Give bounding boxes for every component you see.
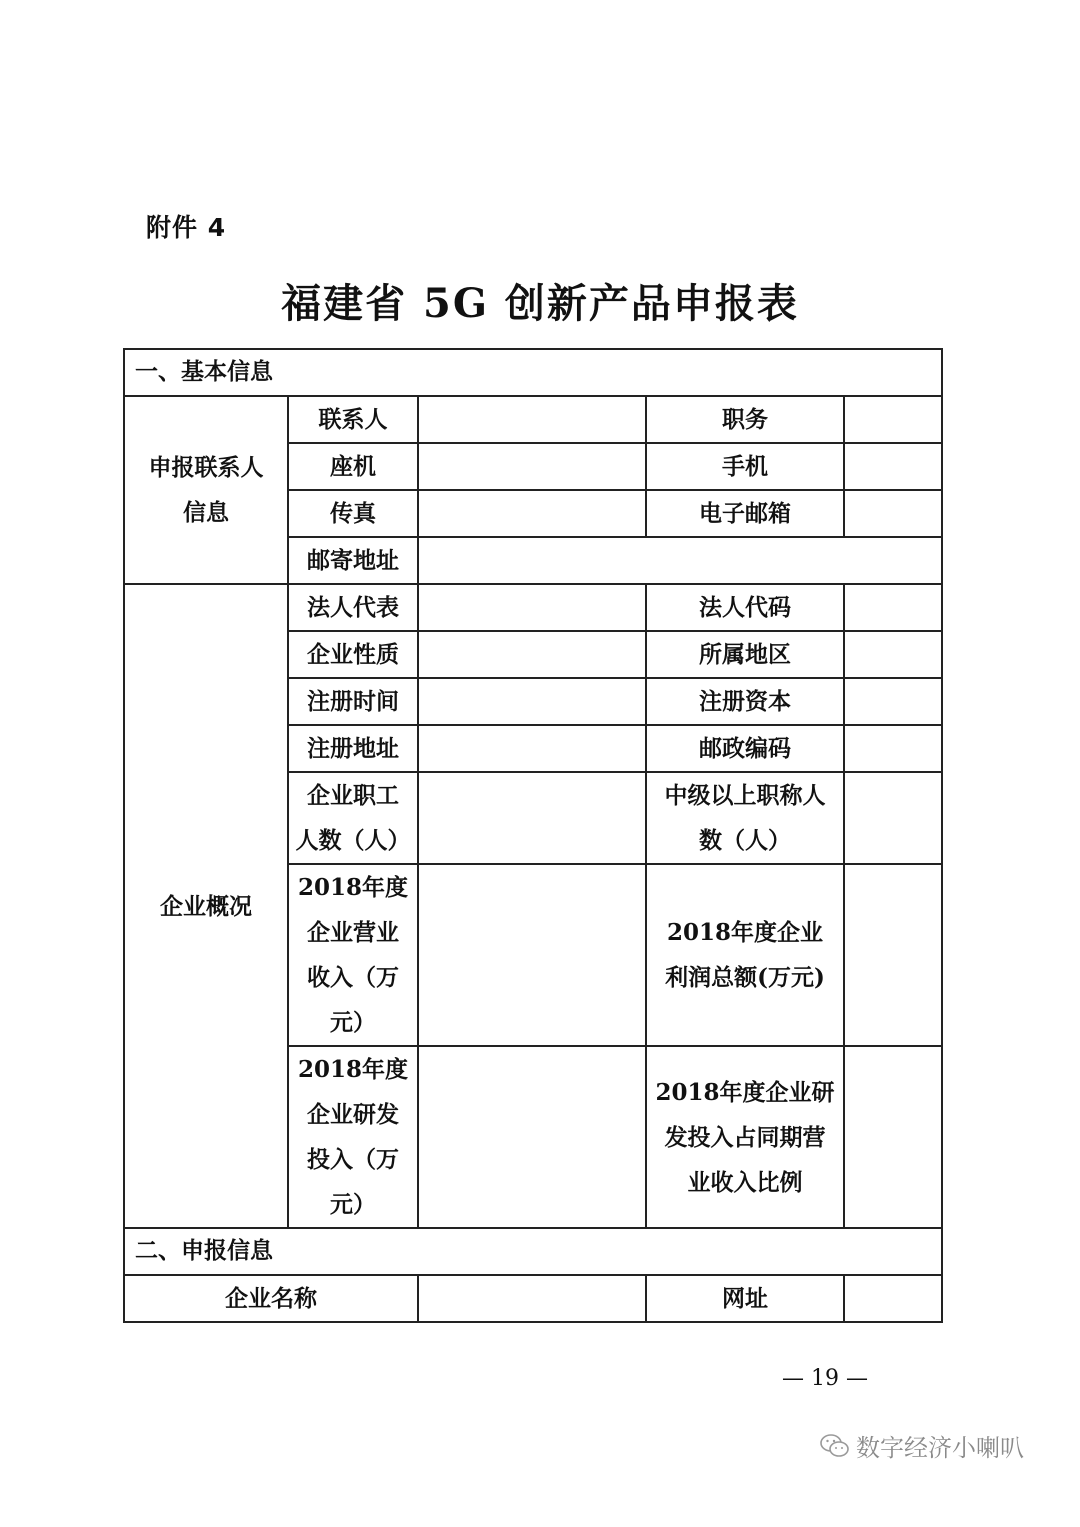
contact-person-label: 联系人	[288, 396, 418, 443]
legal-rep-label: 法人代表	[288, 584, 418, 631]
watermark-text: 数字经济小喇叭	[856, 1434, 1024, 1462]
contact-person-field[interactable]	[418, 396, 646, 443]
rd-ratio-2018-field[interactable]	[844, 1046, 942, 1228]
employees-field[interactable]	[418, 772, 646, 864]
legal-code-field[interactable]	[844, 584, 942, 631]
email-field[interactable]	[844, 490, 942, 537]
region-field[interactable]	[844, 631, 942, 678]
postal-code-field[interactable]	[844, 725, 942, 772]
application-form-table	[123, 348, 943, 1323]
rd-ratio-2018-label: 2018年度企业研 发投入占同期营 业收入比例	[646, 1046, 844, 1228]
reg-capital-field[interactable]	[844, 678, 942, 725]
website-field[interactable]	[844, 1275, 942, 1322]
revenue-2018-label: 2018年度 企业营业 收入（万 元）	[288, 864, 418, 1046]
rd-2018-field[interactable]	[418, 1046, 646, 1228]
position-field[interactable]	[844, 396, 942, 443]
website-label: 网址	[646, 1275, 844, 1322]
email-label: 电子邮箱	[646, 490, 844, 537]
company-overview-label: 企业概况	[124, 584, 288, 1228]
senior-staff-label: 中级以上职称人 数（人）	[646, 772, 844, 864]
page-number: — 19 —	[782, 1366, 868, 1391]
legal-rep-field[interactable]	[418, 584, 646, 631]
contact-group-label: 申报联系人 信息	[124, 396, 288, 584]
profit-2018-label: 2018年度企业 利润总额(万元)	[646, 864, 844, 1046]
section-application-info-heading: 二、申报信息	[124, 1228, 942, 1275]
attachment-label: 附件 4	[146, 213, 227, 242]
rd-2018-label: 2018年度 企业研发 投入（万 元）	[288, 1046, 418, 1228]
watermark	[820, 1428, 1024, 1463]
mailing-address-label: 邮寄地址	[288, 537, 418, 584]
legal-code-label: 法人代码	[646, 584, 844, 631]
section-basic-info-heading: 一、基本信息	[124, 349, 942, 396]
reg-time-field[interactable]	[418, 678, 646, 725]
region-label: 所属地区	[646, 631, 844, 678]
company-nature-field[interactable]	[418, 631, 646, 678]
reg-address-label: 注册地址	[288, 725, 418, 772]
landline-label: 座机	[288, 443, 418, 490]
mobile-field[interactable]	[844, 443, 942, 490]
company-name-label: 企业名称	[124, 1275, 418, 1322]
profit-2018-field[interactable]	[844, 864, 942, 1046]
reg-capital-label: 注册资本	[646, 678, 844, 725]
reg-time-label: 注册时间	[288, 678, 418, 725]
postal-code-label: 邮政编码	[646, 725, 844, 772]
wechat-icon	[820, 1433, 850, 1459]
position-label: 职务	[646, 396, 844, 443]
fax-label: 传真	[288, 490, 418, 537]
senior-staff-field[interactable]	[844, 772, 942, 864]
mailing-address-field[interactable]	[418, 537, 942, 584]
landline-field[interactable]	[418, 443, 646, 490]
reg-address-field[interactable]	[418, 725, 646, 772]
company-nature-label: 企业性质	[288, 631, 418, 678]
fax-field[interactable]	[418, 490, 646, 537]
mobile-label: 手机	[646, 443, 844, 490]
company-name-field[interactable]	[418, 1275, 646, 1322]
employees-label: 企业职工 人数（人）	[288, 772, 418, 864]
revenue-2018-field[interactable]	[418, 864, 646, 1046]
form-title: 福建省 5G 创新产品申报表	[281, 280, 799, 327]
